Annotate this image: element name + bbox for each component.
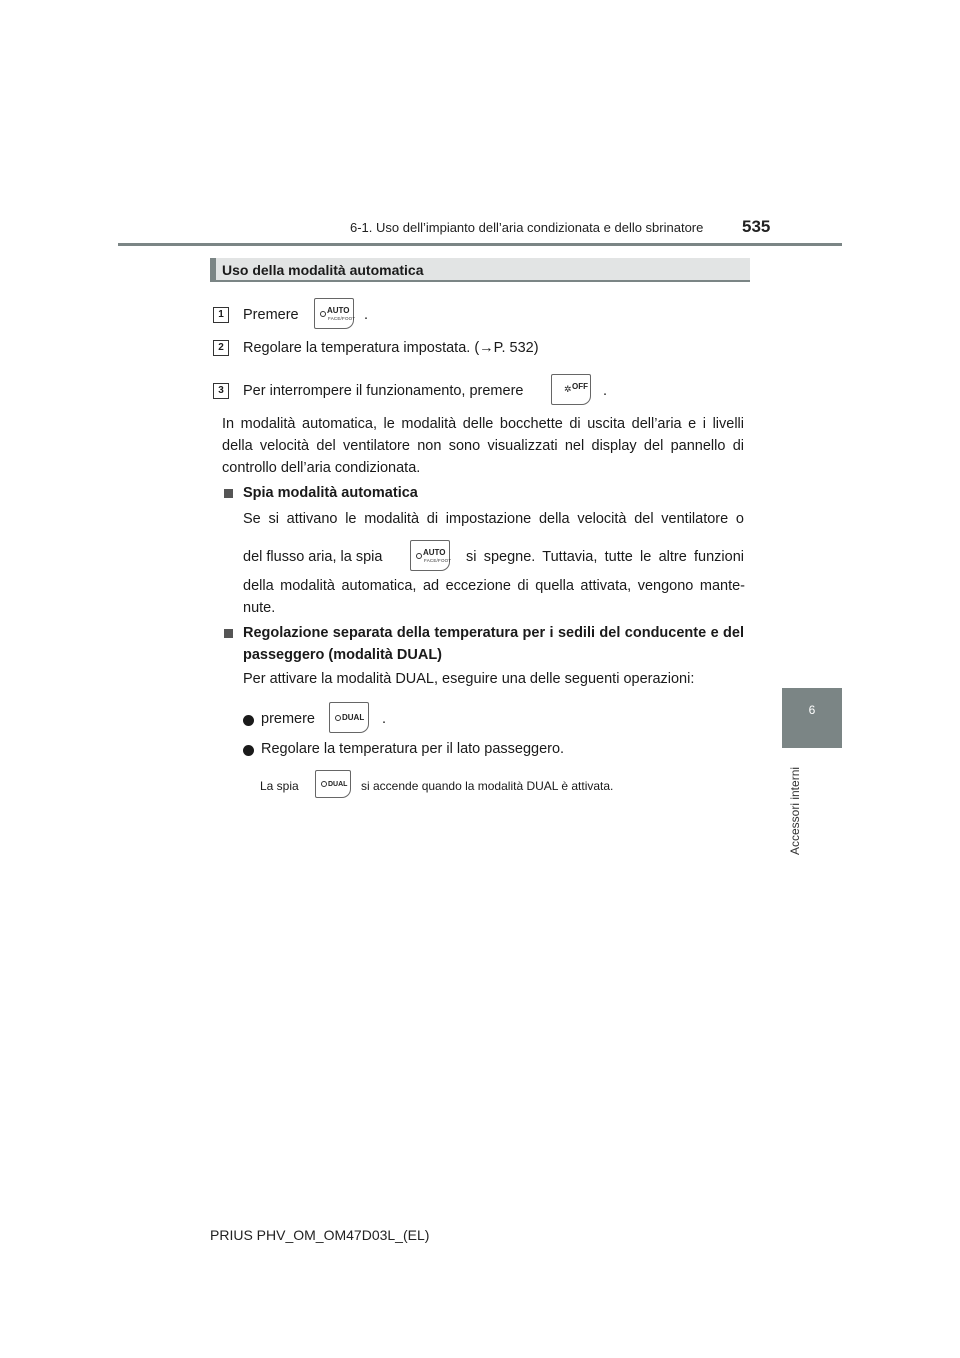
header-title: 6-1. Uso dell’impianto dell’aria condizionata e dello sbrinatore	[350, 220, 704, 235]
indicator-line-2-start: del flusso aria, la spia	[243, 549, 383, 565]
section-title: Uso della modalità automatica	[222, 262, 424, 278]
indicator-light-icon	[416, 553, 422, 559]
dual-bullet-2-text: Regolare la temperatura per il lato passeggero.	[261, 741, 565, 757]
indicator-line-3: della modalità automatica, ad eccezione di quella attivata, vengono mante-nute.	[243, 578, 745, 616]
subsection-dual-title: Regolazione separata della temperatura per i sedili del conducente e del passeggero (modalità DUAL)	[243, 625, 744, 663]
auto-mode-paragraph: In modalità automatica, le modalità delle bocchette di uscita dell’aria e i livelli della velocità del ventilatore non sono visualizzati nel display del pannello di controllo dell’aria condizionata.	[222, 416, 744, 476]
step-badge-1: 1	[213, 307, 229, 323]
step-2-text: Regolare la temperatura impostata. (→P. 532)	[243, 340, 539, 356]
dual-indicator-label: DUAL	[328, 781, 348, 788]
dual-button-icon	[329, 702, 369, 733]
dual-note-start: La spia	[260, 779, 299, 793]
round-bullet-icon	[243, 715, 254, 726]
step-3-period: .	[603, 383, 608, 399]
chapter-side-label-text: Accessori interni	[788, 766, 802, 855]
dual-button-label: DUAL	[342, 713, 365, 722]
auto-button-icon	[314, 298, 354, 329]
auto-button-sublabel: FACE/FOOT	[328, 316, 356, 321]
step-1-text: Premere	[243, 307, 299, 323]
auto-indicator-label: AUTO	[423, 548, 446, 557]
header-rule	[118, 243, 842, 246]
indicator-line-1: Se si attivano le modalità di impostazione della velocità del ventilatore o	[243, 511, 744, 527]
fan-icon: ✲	[564, 384, 572, 394]
square-bullet-icon	[224, 629, 233, 638]
step-badge-2: 2	[213, 340, 229, 356]
auto-button-label: AUTO	[327, 306, 350, 315]
off-button-icon	[551, 374, 591, 405]
off-button-label: OFF	[572, 382, 588, 391]
indicator-line-2-end: si spegne. Tuttavia, tutte le altre funzioni	[466, 549, 744, 565]
step-badge-3: 3	[213, 383, 229, 399]
step-3-text: Per interrompere il funzionamento, premere	[243, 383, 524, 399]
round-bullet-icon	[243, 745, 254, 756]
indicator-light-icon	[320, 311, 326, 317]
indicator-light-icon	[321, 781, 327, 787]
square-bullet-icon	[224, 489, 233, 498]
dual-bullet-1-period: .	[382, 711, 387, 727]
dual-bullet-1-text: premere	[261, 711, 315, 727]
subsection-indicator-title: Spia modalità automatica	[243, 485, 418, 501]
chapter-tab-number: 6	[808, 703, 816, 717]
page-number: 535	[742, 217, 771, 236]
chapter-tab	[782, 688, 842, 748]
auto-indicator-sublabel: FACE/FOOT	[424, 558, 452, 563]
dual-intro-text: Per attivare la modalità DUAL, eseguire una delle seguenti operazioni:	[243, 671, 695, 687]
dual-note-end: si accende quando la modalità DUAL è attivata.	[361, 779, 614, 793]
dual-indicator-icon	[315, 770, 351, 798]
indicator-light-icon	[335, 715, 341, 721]
chapter-side-label	[786, 760, 804, 855]
step-1-period: .	[364, 307, 369, 323]
footer-doc-code: PRIUS PHV_OM_OM47D03L_(EL)	[210, 1227, 430, 1243]
auto-indicator-icon	[410, 540, 450, 571]
